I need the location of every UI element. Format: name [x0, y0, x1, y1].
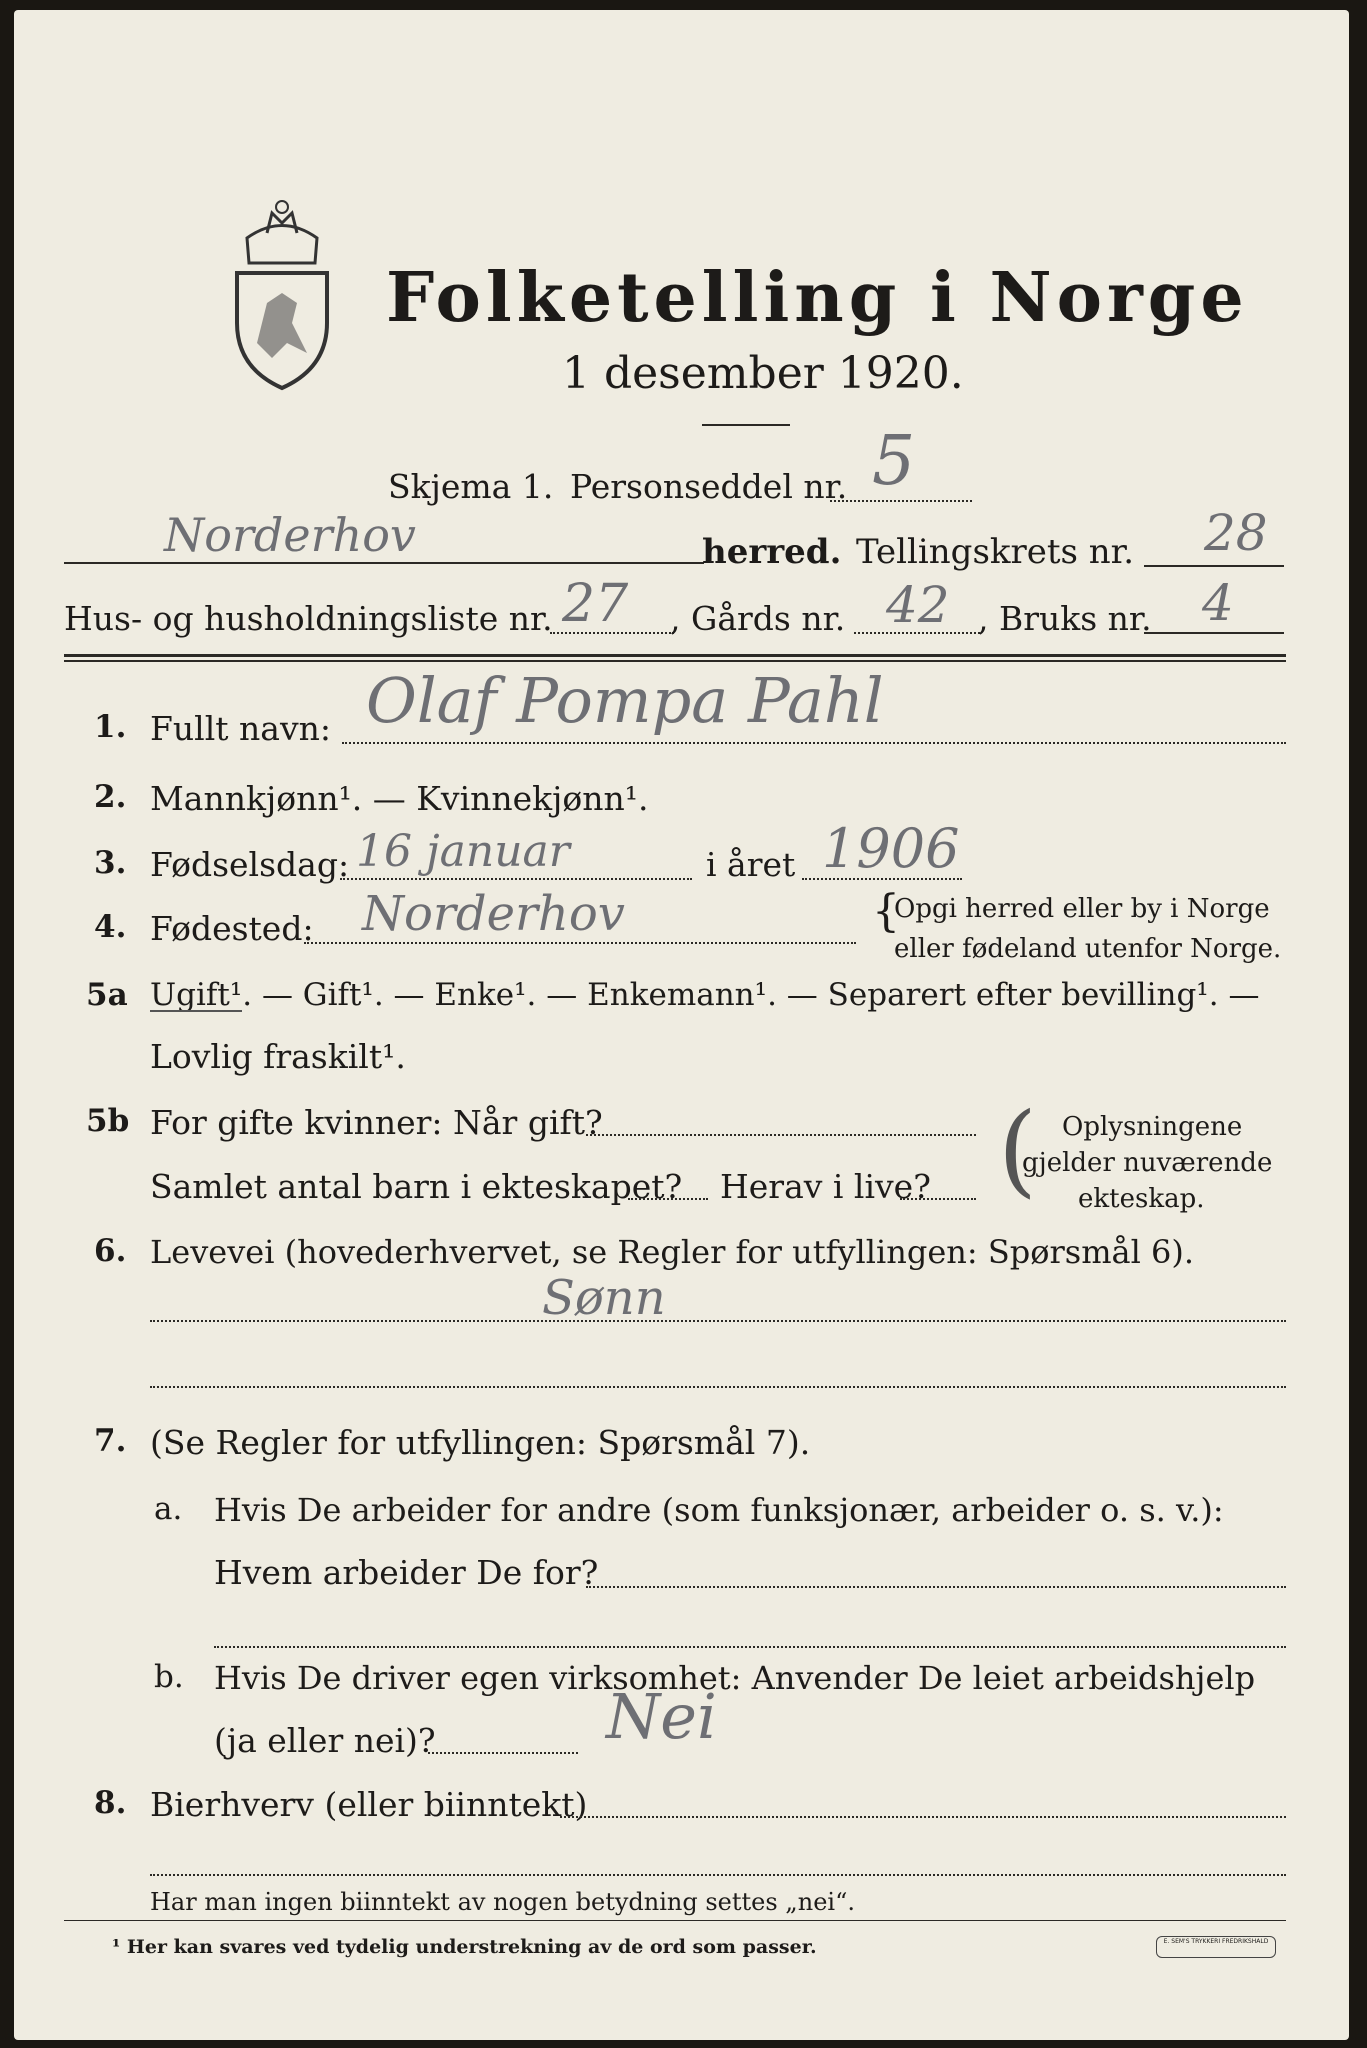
footnote: ¹ Her kan svares ved tydelig understrekning av de ord som passer.: [112, 1936, 817, 1958]
q4-note-line1: Opgi herred eller by i Norge: [894, 894, 1270, 924]
form-title: Folketelling i Norge: [386, 258, 1249, 338]
q4-label: Fødested:: [150, 909, 314, 948]
q5b-label2: Samlet antal barn i ekteskapet?: [150, 1167, 683, 1206]
q7b-label2: (ja eller nei)?: [214, 1721, 436, 1760]
bruks-value: 4: [1202, 574, 1234, 632]
q7b-letter: b.: [154, 1659, 184, 1695]
tellingskrets-line: [1144, 565, 1284, 567]
q1-value: Olaf Pompa Pahl: [366, 664, 884, 737]
title-divider: [702, 424, 790, 426]
q5b-note-line2: gjelder nuværende: [1022, 1148, 1273, 1178]
herred-value: Norderhov: [164, 508, 416, 562]
census-form-page: [14, 10, 1349, 2040]
q5b-note-line3: ekteskap.: [1078, 1184, 1205, 1214]
q4-note-line2: eller fødeland utenfor Norge.: [894, 934, 1282, 964]
hus-value: 27: [562, 574, 629, 634]
q5b-note-line1: Oplysningene: [1062, 1112, 1243, 1142]
q1-label: Fullt navn:: [150, 709, 331, 748]
q7a-line2: [214, 1646, 1286, 1648]
q8-line2: [150, 1874, 1286, 1876]
q4-value: Norderhov: [362, 886, 625, 942]
q6-line1: [150, 1320, 1286, 1322]
q7a-label: Hvis De arbeider for andre (som funksjonær, arbeider o. s. v.):: [214, 1491, 1224, 1529]
biinntekt-note: Har man ingen biinntekt av nogen betydning settes „nei“.: [150, 1888, 855, 1916]
q7-label: (Se Regler for utfyllingen: Spørsmål 7).: [150, 1423, 811, 1462]
q3-number: 3.: [94, 845, 127, 881]
section-rule-top: [64, 654, 1286, 657]
footnote-rule: [64, 1920, 1286, 1921]
q6-line2: [150, 1386, 1286, 1388]
tellingskrets-value: 28: [1204, 504, 1268, 562]
q3-line: [340, 878, 692, 880]
norway-coat-of-arms-icon: [227, 193, 337, 393]
gards-value: 42: [886, 576, 950, 634]
q1-line: [342, 742, 1286, 744]
tellingskrets-label: Tellingskrets nr.: [856, 532, 1135, 572]
q7a-letter: a.: [154, 1491, 183, 1527]
q5b-line3: [900, 1198, 976, 1200]
q4-note-brace: {: [872, 886, 900, 937]
q3-value: 16 januar: [356, 826, 570, 877]
q3-label: Fødselsdag:: [150, 845, 350, 884]
bruks-label: , Bruks nr.: [978, 599, 1152, 638]
q2-label: Mannkjønn¹. — Kvinnekjønn¹.: [150, 779, 649, 818]
q4-number: 4.: [94, 909, 127, 945]
q7-number: 7.: [94, 1423, 127, 1459]
q5b-label: For gifte kvinner: Når gift?: [150, 1103, 603, 1142]
q5b-note-brace: (: [998, 1091, 1038, 1208]
q8-number: 8.: [94, 1785, 127, 1821]
section-rule-bottom: [64, 660, 1286, 662]
q7b-label: Hvis De driver egen virksomhet: Anvender De leiet arbeidshjelp: [214, 1659, 1256, 1697]
q7a-line: [586, 1586, 1286, 1588]
personseddel-value: 5: [872, 422, 916, 501]
form-date: 1 desember 1920.: [562, 348, 964, 399]
q5b-number: 5b: [86, 1103, 130, 1139]
printer-stamp: E. SEM'S TRYKKERI FREDRIKSHALD: [1156, 1936, 1276, 1958]
bruks-line: [1144, 632, 1284, 634]
q5a-label2: Lovlig fraskilt¹.: [150, 1037, 406, 1076]
hus-label: Hus- og husholdningsliste nr.: [64, 599, 553, 638]
q7b-line: [428, 1752, 578, 1754]
q6-number: 6.: [94, 1233, 127, 1269]
q2-number: 2.: [94, 779, 127, 815]
herred-label: herred.: [702, 532, 842, 572]
q6-label: Levevei (hovederhvervet, se Regler for utfyllingen: Spørsmål 6).: [150, 1233, 1195, 1271]
q7b-value: Nei: [606, 1680, 717, 1753]
gards-label: , Gårds nr.: [670, 599, 846, 638]
personseddel-label: Personseddel nr.: [570, 467, 848, 506]
q3-year-value: 1906: [822, 817, 960, 880]
q6-value: Sønn: [542, 1270, 666, 1326]
q1-number: 1.: [94, 709, 127, 745]
q5b-label3: Herav i live?: [720, 1167, 931, 1206]
q5a-label: Ugift¹. — Gift¹. — Enke¹. — Enkemann¹. — Separert efter bevilling¹. —: [150, 977, 1260, 1013]
q5b-line: [586, 1134, 976, 1136]
skjema-label: Skjema 1.: [388, 467, 554, 506]
q5b-line2: [628, 1198, 708, 1200]
q5a-ugift-underline: [150, 1010, 242, 1012]
q3-year-label: i året: [706, 845, 796, 884]
q5a-number: 5a: [86, 977, 128, 1013]
q8-line: [560, 1816, 1286, 1818]
herred-line: [64, 562, 704, 564]
q4-line: [304, 942, 856, 944]
q7a-label2: Hvem arbeider De for?: [214, 1553, 599, 1592]
q8-label: Bierhverv (eller biinntekt): [150, 1785, 588, 1824]
